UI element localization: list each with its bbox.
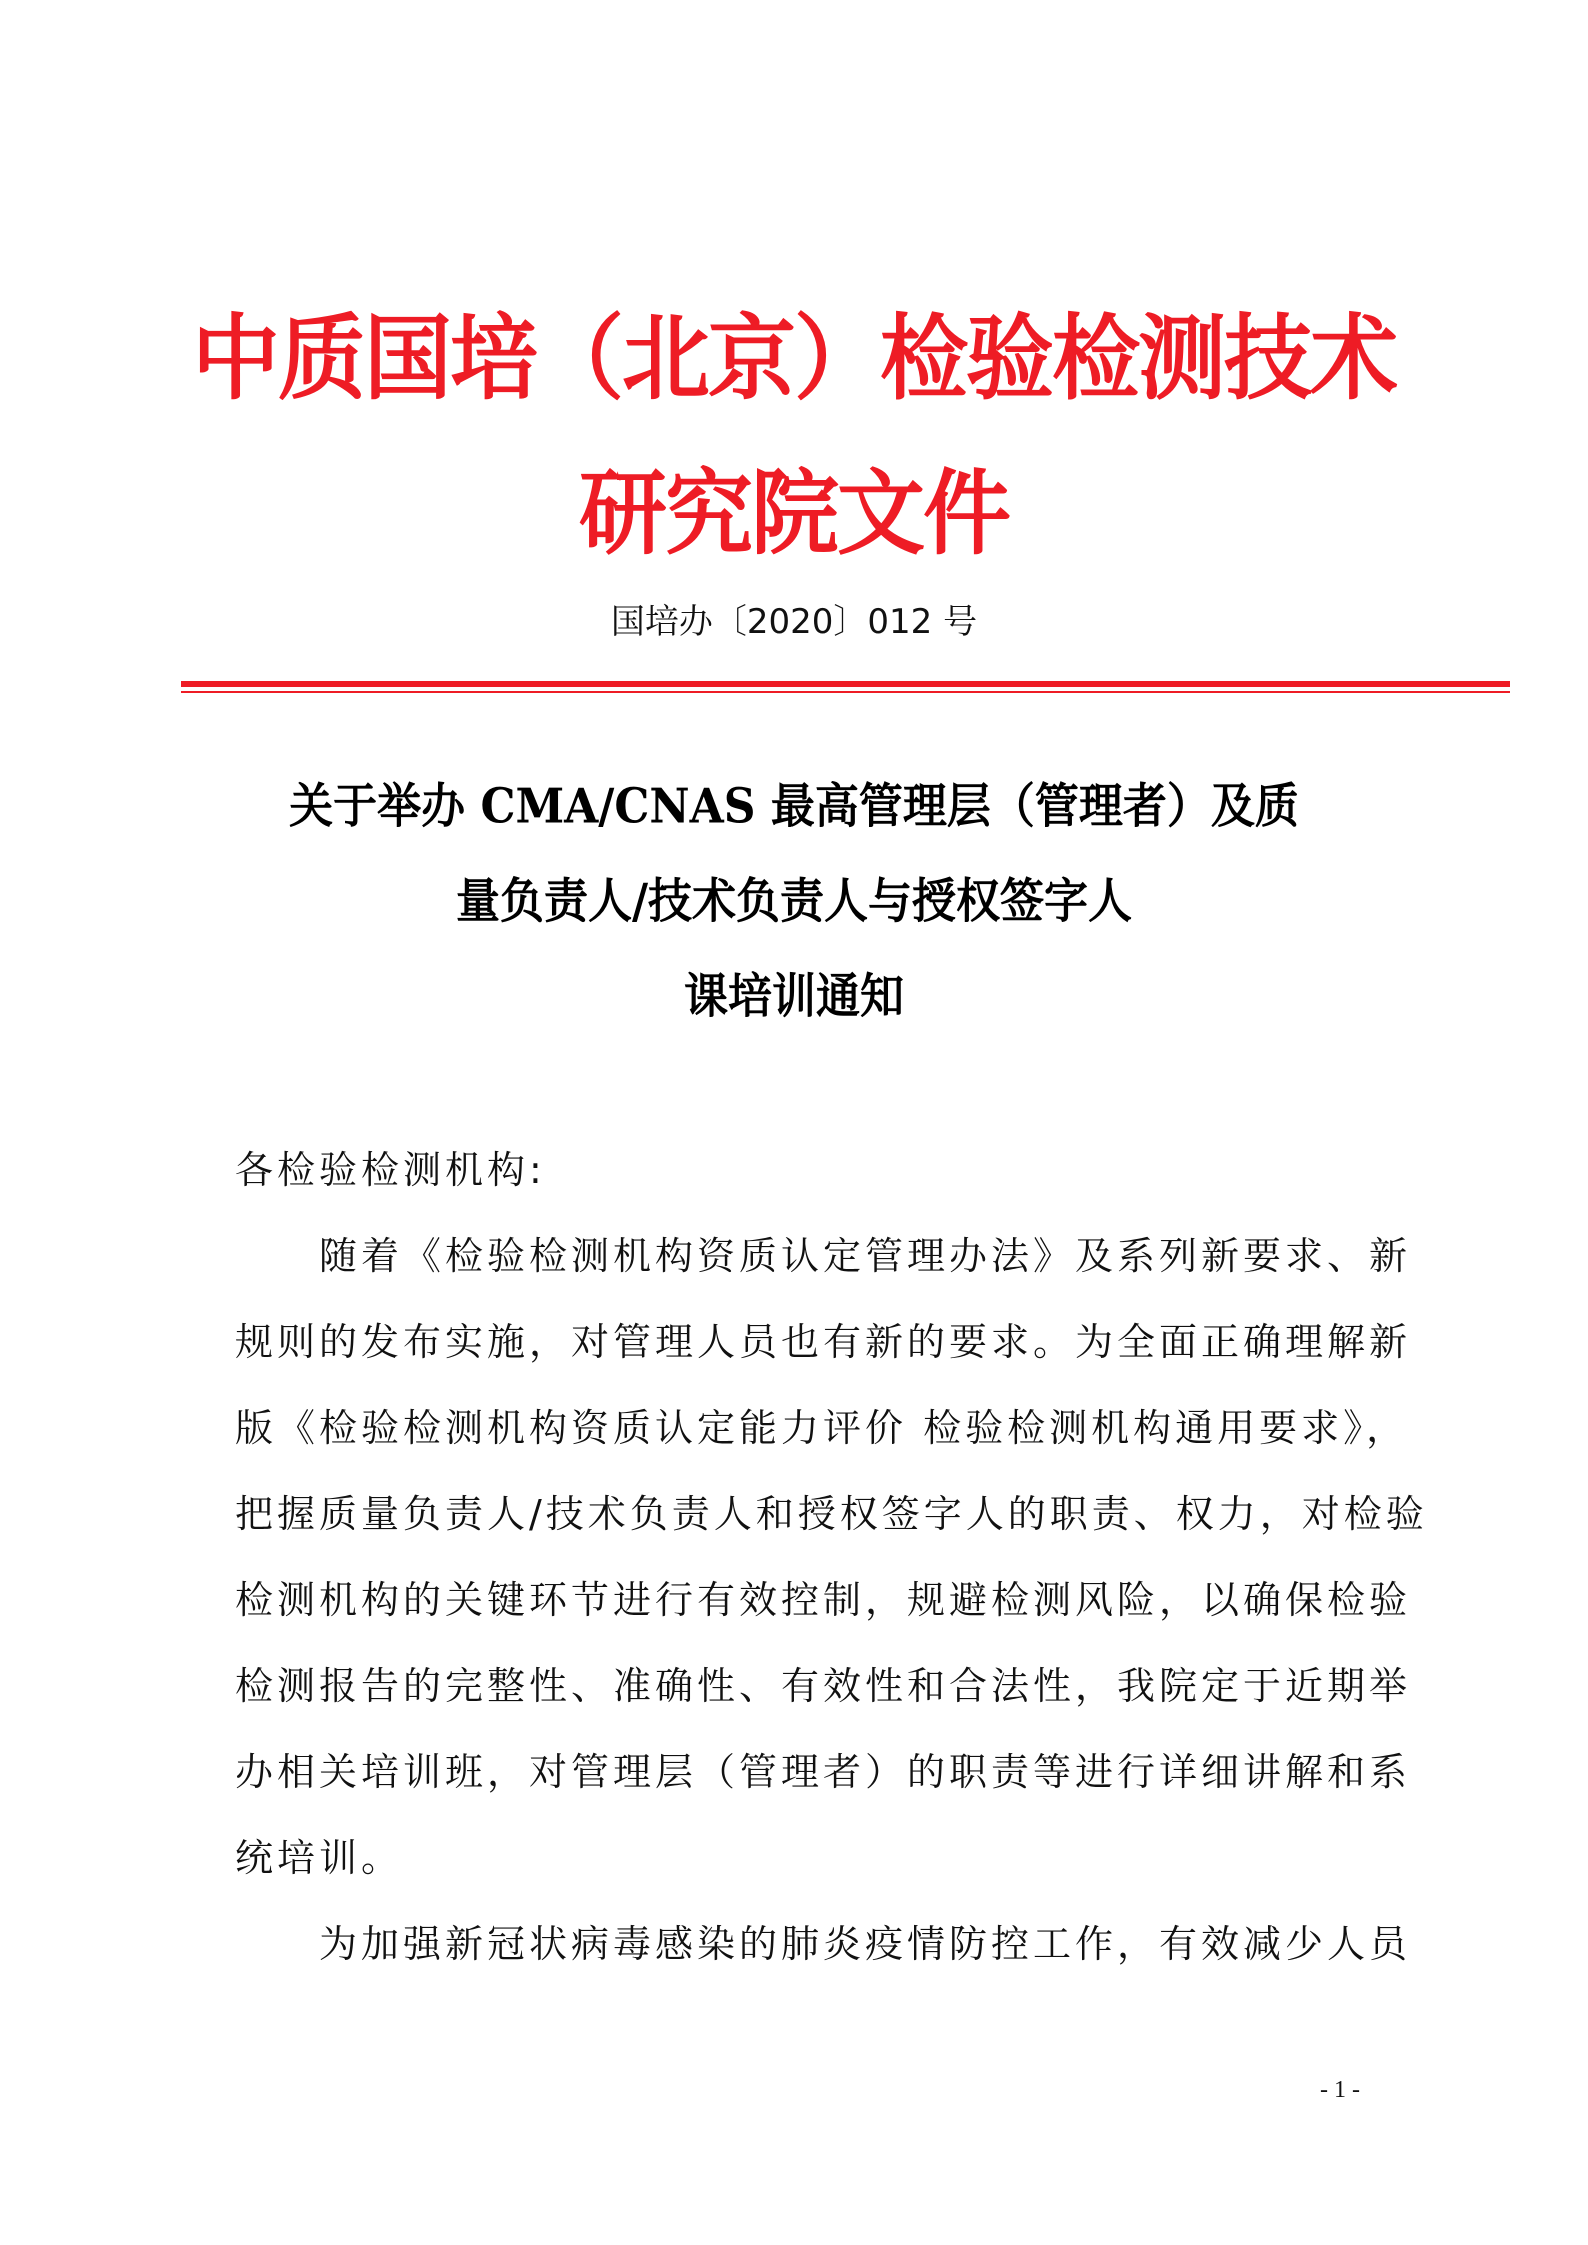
body-paragraph-1 <box>235 1213 1428 1901</box>
notice-title-line3: 课培训通知 <box>684 969 904 1025</box>
salutation <box>235 1127 1359 1213</box>
paragraph-line: 规则的发布实施，对管理人员也有新的要求。为全面正确理解新 <box>235 1320 1412 1364</box>
salutation-text: 各检验检测机构: <box>235 1148 546 1192</box>
paragraph-line: 办相关培训班，对管理层（管理者）的职责等进行详细讲解和系 <box>235 1750 1412 1794</box>
issuer-header-line1: 中质国培（北京）检验检测技术 <box>191 303 1396 413</box>
issuer-header-line2: 研究院文件 <box>578 458 1009 568</box>
paragraph-line: 检测报告的完整性、准确性、有效性和合法性，我院定于近期举 <box>235 1664 1412 1708</box>
notice-title-line1: 关于举办 CMA/CNAS 最高管理层（管理者）及质 <box>289 779 1299 835</box>
paragraph-line: 把握质量负责人/技术负责人和授权签字人的职责、权力，对检验 <box>235 1492 1428 1536</box>
notice-title-line2: 量负责人/技术负责人与授权签字人 <box>455 874 1133 930</box>
header-divider-thin <box>181 691 1510 693</box>
paragraph-line: 版《检验检测机构资质认定能力评价 检验检测机构通用要求》， <box>235 1406 1409 1450</box>
document-number: 国培办〔2020〕012 号 <box>610 602 978 642</box>
paragraph-line: 为加强新冠状病毒感染的肺炎疫情防控工作，有效减少人员 <box>319 1922 1412 1966</box>
page-number: - 1 - <box>1320 2077 1360 2103</box>
paragraph-line: 统培训。 <box>235 1836 404 1880</box>
paragraph-line: 随着《检验检测机构资质认定管理办法》及系列新要求、新 <box>319 1234 1412 1278</box>
header-divider-thick <box>181 681 1510 687</box>
body-paragraph-2 <box>235 1901 1412 1987</box>
paragraph-line: 检测机构的关键环节进行有效控制，规避检测风险，以确保检验 <box>235 1578 1412 1622</box>
